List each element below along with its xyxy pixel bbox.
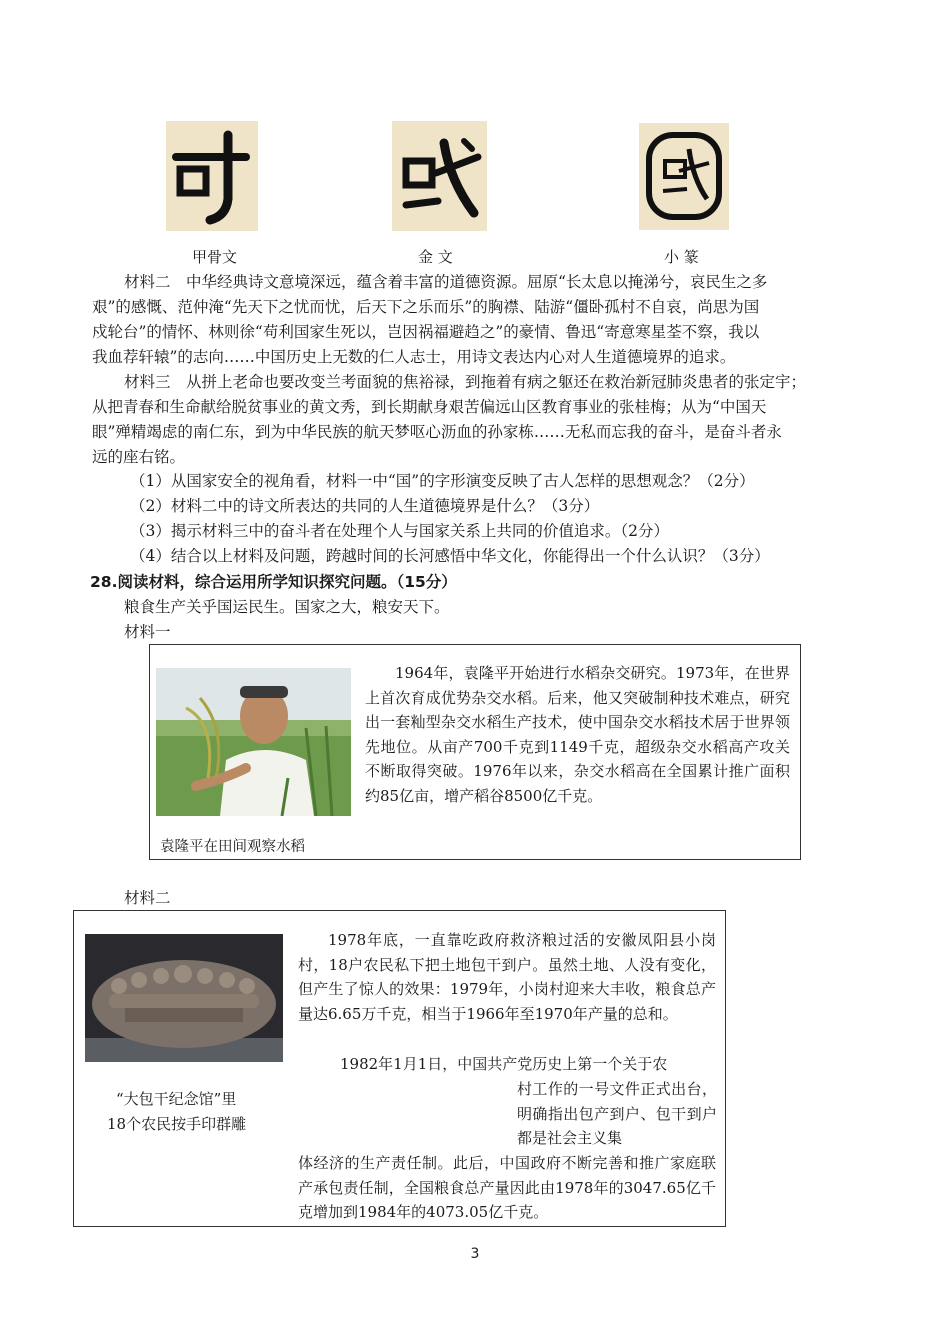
- seal-script-guo-image: [639, 123, 729, 230]
- q28-material1-label: 材料一: [124, 623, 171, 641]
- material3-line-4: 远的座右铭。: [92, 448, 186, 466]
- q28-material2-label: 材料二: [124, 889, 171, 907]
- sculpture-photo: [85, 934, 283, 1062]
- material2-line-4: 我血荐轩辕”的志向……中国历史上无数的仁人志士，用诗文表达内心对人生道德境界的追求。: [92, 348, 736, 366]
- material2-line-3: 戍轮台”的情怀、林则徐“苟利国家生死以，岂因祸福避趋之”的豪情、鲁迅“寄意寒星荃不察，我以: [92, 323, 760, 341]
- question-4: （4）结合以上材料及问题，跨越时间的长河感悟中华文化，你能得出一个什么认识？（3分）: [130, 547, 770, 565]
- material1-caption: 袁隆平在田间观察水稻: [160, 839, 305, 855]
- material3-line-2: 从把青春和生命献给脱贫事业的黄文秀，到长期献身艰苦偏远山区教育事业的张桂梅；从为“中国天: [92, 398, 767, 416]
- material2-caption-2: 18个农民按手印群雕: [107, 1115, 247, 1133]
- oracle-bone-guo-image: [166, 121, 258, 231]
- material2-paragraph-2b: 村工作的一号文件正式出台，明确指出包产到户、包干到户都是社会主义集: [517, 1080, 717, 1147]
- material2-paragraph-1: 1978年底，一直靠吃政府救济粮过活的安徽凤阳县小岗村，18户农民私下把土地包干到户。虽然土地、人没有变化，但产生了惊人的效果：1979年，小岗村迎来大丰收，粮食总产量达6.65万千克，相当于1966年至1970年产量的总和。: [298, 931, 716, 1023]
- material2-paragraph-2a: 1982年1月1日，中国共产党历史上第一个关于农: [340, 1055, 668, 1073]
- q28-title: 28.阅读材料，综合运用所学知识探究问题。（15分）: [90, 573, 457, 591]
- material1-text: 1964年，袁隆平开始进行水稻杂交研究。1973年，在世界上首次育成优势杂交水稻。后来，他又突破制种技术难点，研究出一套籼型杂交水稻生产技术，使中国杂交水稻技术居于世界领先地位。从亩产700千克到1149千克，超级杂交水稻高产攻关不断取得突破。1976年以来，杂交水稻高在全国累计推广面积约85亿亩，增产稻谷8500亿千克。: [365, 664, 790, 805]
- bronze-guo-image: [392, 121, 487, 231]
- material3-line-3: 眼”殚精竭虑的南仁东，到为中华民族的航天梦呕心沥血的孙家栋……无私而忘我的奋斗，是奋斗者永: [92, 423, 782, 441]
- material2-line-2: 艰”的感慨、范仲淹“先天下之忧而忧，后天下之乐而乐”的胸襟、陆游“僵卧孤村不自哀，尚思为国: [92, 298, 760, 316]
- material2-caption-1: “大包干纪念馆”里: [116, 1090, 237, 1108]
- material2-paragraph-2c: 体经济的生产责任制。此后，中国政府不断完善和推广家庭联产承包责任制，全国粮食总产量因此由1978年的3047.65亿千克增加到1984年的4073.05亿千克。: [298, 1154, 716, 1221]
- question-1: （1）从国家安全的视角看，材料一中“国”的字形演变反映了古人怎样的思想观念？（2分）: [130, 472, 755, 490]
- yuan-longping-photo: [156, 668, 351, 816]
- bronze-caption: 金 文: [418, 248, 453, 266]
- material3-line-1: 材料三 从拼上老命也要改变兰考面貌的焦裕禄，到拖着有病之躯还在救治新冠肺炎患者的张定宇；: [124, 373, 807, 391]
- oracle-caption: 甲骨文: [192, 248, 238, 266]
- material2-line-1: 材料二 中华经典诗文意境深远，蕴含着丰富的道德资源。屈原“长太息以掩涕兮，哀民生之多: [124, 273, 768, 291]
- material2-box: [73, 910, 726, 1227]
- question-2: （2）材料二中的诗文所表达的共同的人生道德境界是什么？（3分）: [130, 497, 600, 515]
- q28-intro: 粮食生产关乎国运民生。国家之大，粮安天下。: [124, 598, 450, 616]
- page-number: 3: [470, 1246, 480, 1262]
- question-3: （3）揭示材料三中的奋斗者在处理个人与国家关系上共同的价值追求。（2分）: [130, 522, 669, 540]
- material1-box: [149, 644, 801, 860]
- seal-caption: 小 篆: [664, 248, 699, 266]
